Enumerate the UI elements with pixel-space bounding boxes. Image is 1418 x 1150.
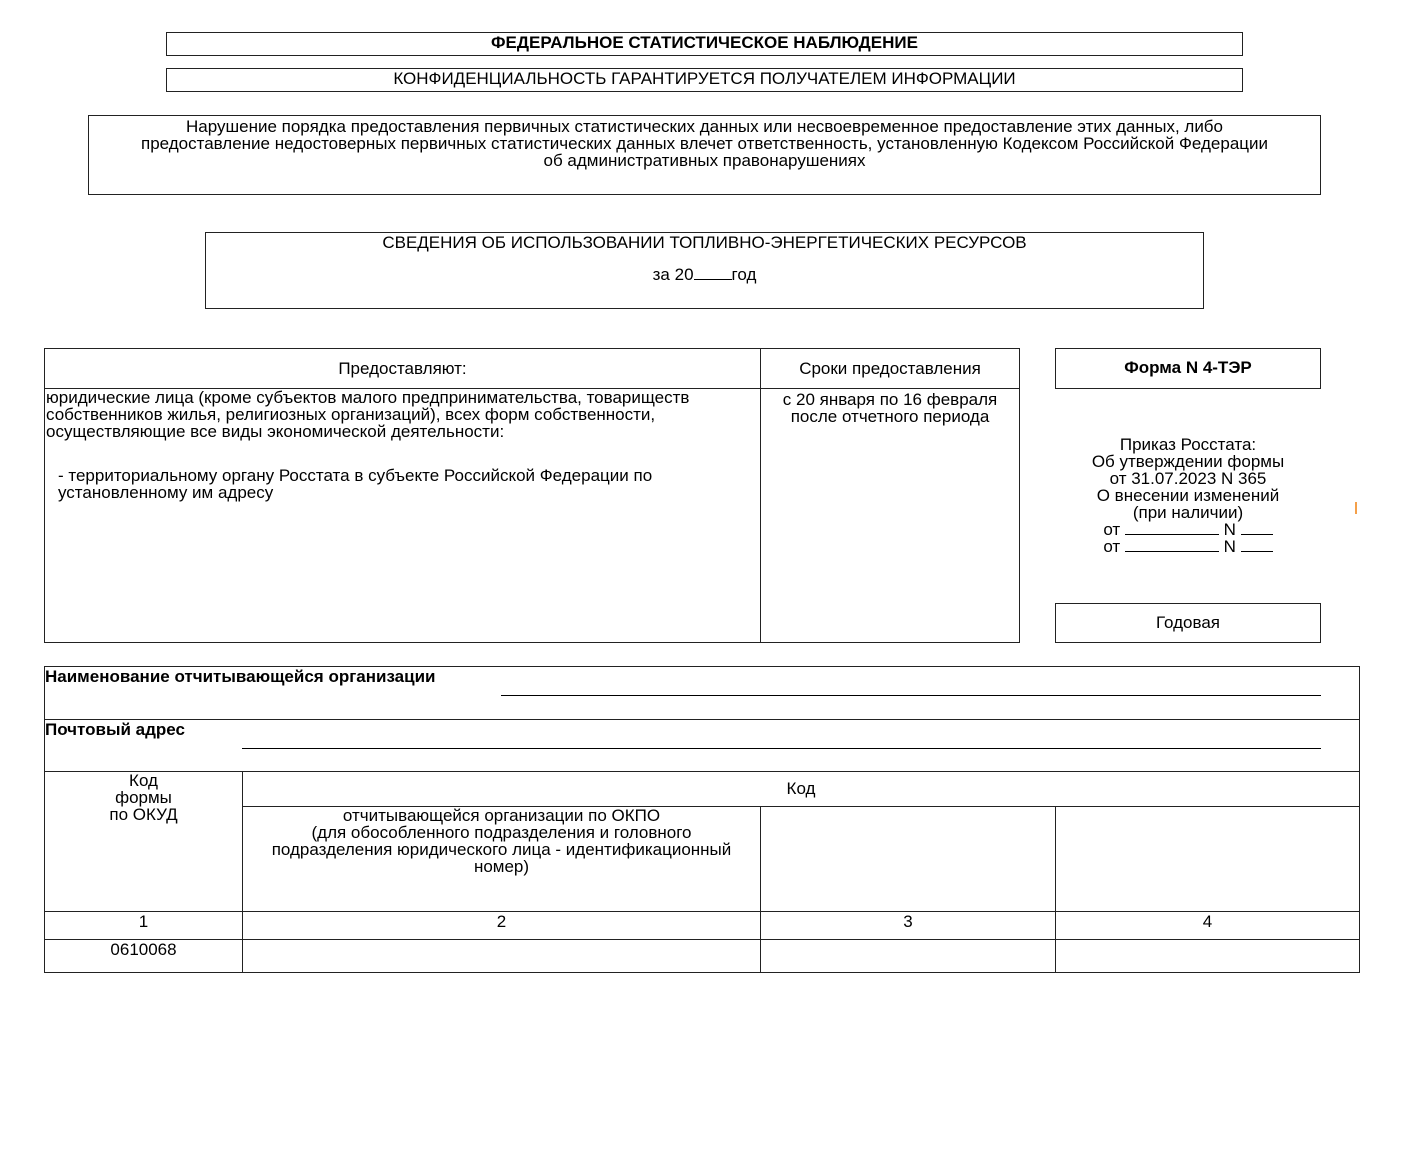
- okud-code-value: 0610068: [45, 940, 243, 973]
- column-number-3: 3: [761, 912, 1056, 940]
- order-line-1: Приказ Росстата:: [1119, 435, 1257, 454]
- deadline-line-2: после отчетного периода: [790, 407, 990, 426]
- amendment-from-label: от: [1103, 520, 1121, 539]
- amendment-row-1: [1055, 521, 1321, 538]
- form-number: Форма N 4-ТЭР: [1124, 358, 1252, 377]
- year-suffix: год: [731, 265, 757, 284]
- column-3-header: [761, 807, 1056, 912]
- order-line-2: Об утверждении формы: [1091, 452, 1285, 471]
- okud-header-line-1: Код: [129, 771, 158, 790]
- okud-header-line-3: по ОКУД: [109, 805, 178, 824]
- okud-header-line-2: формы: [115, 788, 172, 807]
- amendment-date-input[interactable]: [1125, 539, 1219, 552]
- column-number-4: 4: [1056, 912, 1360, 940]
- warning-line-3: об административных правонарушениях: [543, 151, 866, 170]
- okpo-header-line-1: отчитывающейся организации по ОКПО: [342, 806, 661, 825]
- okpo-header: [243, 807, 761, 912]
- order-line-5: (при наличии): [1132, 503, 1244, 522]
- submitters-description: [45, 389, 761, 643]
- order-line-4: О внесении изменений: [1096, 486, 1280, 505]
- organization-name-row: [45, 667, 1360, 720]
- form-title: СВЕДЕНИЯ ОБ ИСПОЛЬЗОВАНИИ ТОПЛИВНО-ЭНЕРГЕТИЧЕСКИХ РЕСУРСОВ: [382, 233, 1027, 252]
- submitters-header-text: Предоставляют:: [338, 358, 467, 378]
- amendment-number-input[interactable]: [1241, 522, 1273, 535]
- rosstat-order: [1055, 436, 1321, 555]
- amendment-number-label: N: [1223, 520, 1236, 539]
- column-4-header: [1056, 807, 1360, 912]
- amendment-date-input[interactable]: [1125, 522, 1219, 535]
- postal-address-row: [45, 719, 1360, 772]
- postal-address-input[interactable]: [242, 748, 1321, 749]
- order-line-3: от 31.07.2023 N 365: [1109, 469, 1267, 488]
- amendment-row-2: [1055, 538, 1321, 555]
- cursor-mark: [1355, 502, 1357, 514]
- confidentiality-header: [166, 68, 1243, 92]
- form-title-box: [205, 232, 1204, 309]
- warning-line-2: предоставление недостоверных первичных статистических данных влечет ответственность, установленную Кодексом Российской Федерации: [140, 134, 1268, 153]
- federal-observation-header: [166, 32, 1243, 56]
- submitters-line-2: собственников жилья, религиозных организаций), всех форм собственности,: [46, 405, 656, 424]
- column-number-2: 2: [243, 912, 761, 940]
- deadline-line-1: с 20 января по 16 февраля: [782, 390, 998, 409]
- okpo-code-input[interactable]: [243, 940, 761, 973]
- okpo-header-line-4: номер): [473, 857, 530, 876]
- column-4-input[interactable]: [1056, 940, 1360, 973]
- reporting-year: [206, 265, 1203, 285]
- submitters-header: [45, 349, 761, 389]
- submitters-line-1: юридические лица (кроме субъектов малого предпринимательства, товариществ: [46, 388, 690, 407]
- form-number-box: [1055, 348, 1321, 389]
- organization-name-label: Наименование отчитывающейся организации: [45, 667, 436, 686]
- legal-warning: [88, 115, 1321, 195]
- submitters-line-3: осуществляющие все виды экономической деятельности:: [46, 422, 505, 441]
- deadline-description: [761, 389, 1020, 643]
- postal-address-label: Почтовый адрес: [45, 719, 185, 739]
- periodicity-box: [1055, 603, 1321, 643]
- okpo-header-line-3: подразделения юридического лица - идентификационный: [271, 840, 732, 859]
- organization-name-input[interactable]: [501, 695, 1321, 696]
- deadline-header-text: Сроки предоставления: [799, 358, 981, 378]
- column-number-1: 1: [45, 912, 243, 940]
- deadline-header: [761, 349, 1020, 389]
- federal-observation-text: ФЕДЕРАЛЬНОЕ СТАТИСТИЧЕСКОЕ НАБЛЮДЕНИЕ: [491, 33, 918, 52]
- recipient-line-2: установленному им адресу: [58, 483, 274, 502]
- submitters-table: [44, 348, 1020, 643]
- year-prefix: за 20: [652, 265, 694, 284]
- code-header-text: Код: [786, 779, 816, 798]
- year-input[interactable]: [694, 265, 732, 280]
- periodicity: Годовая: [1155, 613, 1221, 632]
- amendment-number-label: N: [1223, 537, 1236, 556]
- organization-table: [44, 666, 1360, 973]
- recipient-line-1: - территориальному органу Росстата в субъекте Российской Федерации по: [58, 466, 653, 485]
- okud-header: [45, 772, 243, 912]
- okpo-header-line-2: (для обособленного подразделения и головного: [311, 823, 692, 842]
- confidentiality-text: КОНФИДЕНЦИАЛЬНОСТЬ ГАРАНТИРУЕТСЯ ПОЛУЧАТЕЛЕМ ИНФОРМАЦИИ: [393, 69, 1016, 88]
- warning-line-1: Нарушение порядка предоставления первичных статистических данных или несвоевременное предоставление этих данных, либо: [186, 117, 1223, 136]
- amendment-number-input[interactable]: [1241, 539, 1273, 552]
- code-header: [243, 772, 1360, 807]
- column-3-input[interactable]: [761, 940, 1056, 973]
- amendment-from-label: от: [1103, 537, 1121, 556]
- recipient-item: [46, 467, 760, 501]
